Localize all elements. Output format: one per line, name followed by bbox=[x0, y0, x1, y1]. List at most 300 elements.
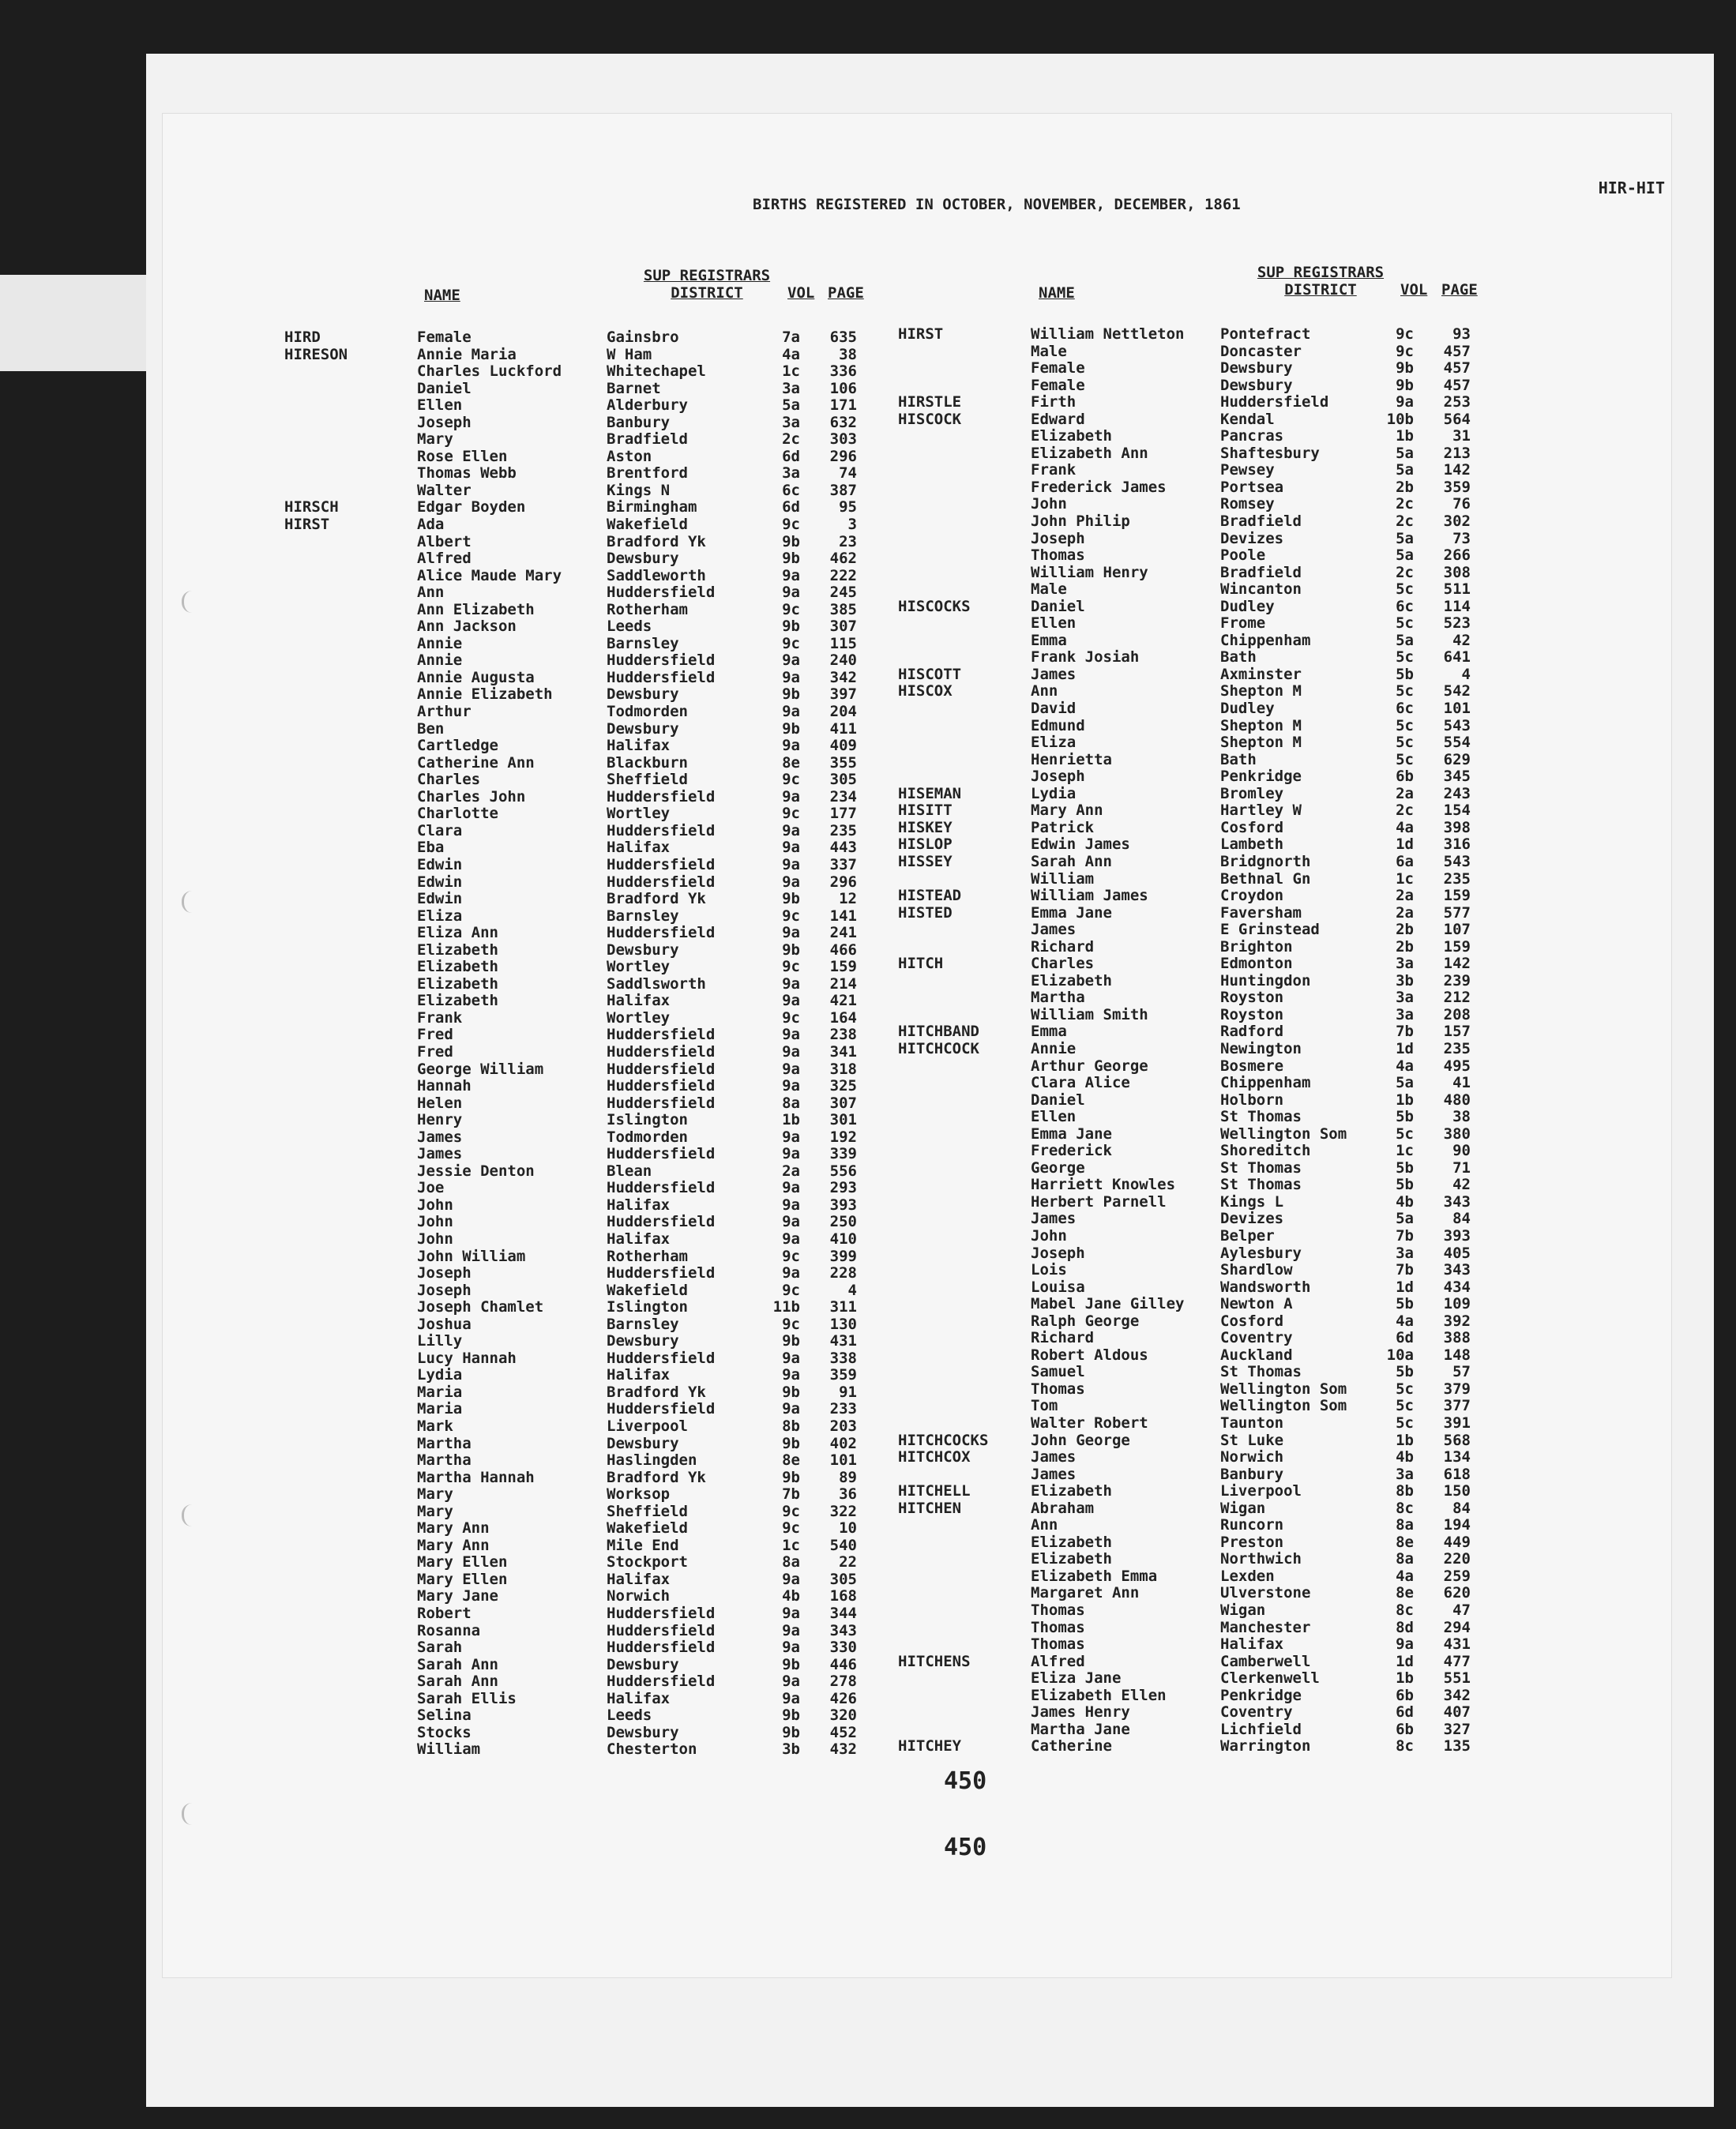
entry-page: 477 bbox=[1443, 1652, 1471, 1670]
entry-forename: Daniel bbox=[1031, 1091, 1085, 1109]
entry-district: Huddersfield bbox=[607, 651, 716, 670]
entry-forename: Martha bbox=[1031, 989, 1085, 1007]
entry-forename: Mark bbox=[417, 1417, 453, 1435]
entry-surname: HITCHCOCKS bbox=[898, 1431, 989, 1449]
entry-forename: Sarah Ann bbox=[1031, 852, 1112, 870]
entry-district: Huddersfield bbox=[607, 668, 716, 686]
entry-district: Huddersfield bbox=[607, 924, 716, 942]
entry-page: 343 bbox=[1443, 1192, 1471, 1211]
entry-volume: 4b bbox=[1396, 1192, 1414, 1211]
entry-forename: Frederick bbox=[1031, 1142, 1112, 1160]
entry-volume: 4a bbox=[782, 345, 800, 363]
entry-district: Coventry bbox=[1220, 1703, 1293, 1722]
entry-page: 142 bbox=[1443, 955, 1471, 973]
entry-volume: 4b bbox=[782, 1587, 800, 1605]
entry-volume: 8d bbox=[1396, 1618, 1414, 1636]
page-number-stamp: 450 bbox=[944, 1834, 987, 1861]
entry-volume: 5c bbox=[1396, 580, 1414, 599]
entry-page: 107 bbox=[1443, 921, 1471, 939]
entry-volume: 5c bbox=[1396, 648, 1414, 666]
entry-forename: Elizabeth bbox=[1031, 1550, 1112, 1568]
entry-district: Rotherham bbox=[607, 1247, 688, 1265]
entry-page: 434 bbox=[1443, 1278, 1471, 1296]
entry-forename: Alfred bbox=[1031, 1652, 1085, 1670]
entry-volume: 1c bbox=[782, 362, 800, 381]
entry-forename: Robert bbox=[417, 1605, 472, 1623]
entry-district: Wakefield bbox=[607, 516, 688, 534]
entry-forename: Joshua bbox=[417, 1315, 472, 1333]
entry-volume: 9a bbox=[782, 1366, 800, 1384]
right-vol-header: VOL bbox=[1400, 281, 1428, 299]
entry-district: Huddersfield bbox=[607, 1639, 716, 1657]
entry-volume: 2c bbox=[1396, 495, 1414, 513]
entry-volume: 9a bbox=[782, 1128, 800, 1146]
entry-forename: Ada bbox=[417, 516, 445, 534]
entry-forename: Lydia bbox=[1031, 784, 1077, 802]
entry-district: Cosford bbox=[1220, 1312, 1284, 1330]
right-district-header: SUP REGISTRARS DISTRICT bbox=[1257, 264, 1385, 299]
entry-forename: Ellen bbox=[1031, 1108, 1077, 1126]
entry-page: 57 bbox=[1452, 1363, 1471, 1381]
entry-forename: Cartledge bbox=[417, 737, 498, 755]
entry-volume: 6d bbox=[1396, 1329, 1414, 1347]
entry-page: 245 bbox=[829, 584, 857, 602]
entry-district: Whitechapel bbox=[607, 362, 706, 381]
entry-volume: 3a bbox=[1396, 1465, 1414, 1483]
entry-forename: Elizabeth bbox=[417, 974, 498, 993]
entry-volume: 3a bbox=[782, 413, 800, 431]
entry-forename: Mary Jane bbox=[417, 1587, 498, 1605]
entry-forename: James bbox=[1031, 1465, 1077, 1483]
entry-volume: 7b bbox=[1396, 1226, 1414, 1245]
entry-forename: James Henry bbox=[1031, 1703, 1130, 1722]
entry-forename: Ben bbox=[417, 719, 445, 738]
entry-surname: HITCH bbox=[898, 955, 944, 973]
entry-forename: Charles bbox=[417, 771, 481, 789]
entry-volume: 9c bbox=[782, 600, 800, 618]
entry-district: Huntingdon bbox=[1220, 971, 1311, 989]
entry-page: 192 bbox=[829, 1128, 857, 1146]
entry-forename: Ann Elizabeth bbox=[417, 600, 535, 618]
entry-district: Huddersfield bbox=[607, 1179, 716, 1197]
entry-page: 339 bbox=[829, 1145, 857, 1163]
entry-district: Chippenham bbox=[1220, 1074, 1311, 1092]
entry-page: 543 bbox=[1443, 716, 1471, 734]
entry-page: 141 bbox=[829, 907, 857, 925]
entry-district: Penkridge bbox=[1220, 768, 1302, 786]
entry-volume: 4a bbox=[1396, 818, 1414, 836]
entry-page: 336 bbox=[829, 362, 857, 381]
entry-district: Romsey bbox=[1220, 495, 1275, 513]
entry-forename: Elizabeth bbox=[417, 941, 498, 959]
right-page-header: PAGE bbox=[1441, 281, 1478, 299]
entry-district: Islington bbox=[607, 1111, 688, 1129]
entry-volume: 1d bbox=[1396, 1278, 1414, 1296]
entry-forename: Edmund bbox=[1031, 716, 1085, 734]
entry-page: 42 bbox=[1452, 631, 1471, 649]
entry-page: 311 bbox=[829, 1298, 857, 1316]
entry-district: Chippenham bbox=[1220, 631, 1311, 649]
entry-volume: 6c bbox=[1396, 597, 1414, 615]
entry-page: 421 bbox=[829, 992, 857, 1010]
entry-forename: Selina bbox=[417, 1707, 472, 1725]
entry-page: 47 bbox=[1452, 1601, 1471, 1620]
entry-page: 307 bbox=[829, 618, 857, 636]
entry-volume: 2c bbox=[782, 430, 800, 449]
entry-district: Leeds bbox=[607, 618, 652, 636]
entry-forename: Female bbox=[1031, 376, 1085, 394]
entry-volume: 9c bbox=[782, 958, 800, 976]
entry-district: Shepton M bbox=[1220, 716, 1302, 734]
entry-volume: 5a bbox=[1396, 546, 1414, 565]
entry-volume: 8a bbox=[1396, 1550, 1414, 1568]
entry-volume: 5c bbox=[1396, 1397, 1414, 1415]
left-name-header: NAME bbox=[424, 287, 460, 304]
entry-district: Huddersfield bbox=[607, 1400, 716, 1418]
entry-page: 388 bbox=[1443, 1329, 1471, 1347]
entry-page: 540 bbox=[829, 1536, 857, 1554]
entry-forename: Eliza Ann bbox=[417, 924, 498, 942]
entry-surname: HITCHCOX bbox=[898, 1448, 971, 1466]
entry-volume: 6b bbox=[1396, 768, 1414, 786]
entry-volume: 1b bbox=[782, 1111, 800, 1129]
entry-surname: HISCOX bbox=[898, 682, 953, 700]
entry-district: Huddersfield bbox=[607, 1349, 716, 1367]
entry-district: Dewsbury bbox=[607, 550, 679, 568]
entry-forename: Mary bbox=[417, 430, 453, 449]
entry-forename: William Henry bbox=[1031, 563, 1148, 581]
entry-volume: 9c bbox=[782, 1008, 800, 1027]
entry-district: Bradfield bbox=[607, 430, 688, 449]
entry-surname: HISEMAN bbox=[898, 784, 962, 802]
entry-volume: 9a bbox=[1396, 1635, 1414, 1654]
entry-page: 253 bbox=[1443, 393, 1471, 411]
entry-page: 551 bbox=[1443, 1669, 1471, 1688]
entry-forename: Herbert Parnell bbox=[1031, 1192, 1167, 1211]
entry-volume: 9b bbox=[782, 1707, 800, 1725]
entry-district: Halifax bbox=[607, 1230, 671, 1248]
entry-forename: Henry bbox=[417, 1111, 463, 1129]
entry-district: Brighton bbox=[1220, 937, 1293, 956]
entry-page: 542 bbox=[1443, 682, 1471, 700]
entry-page: 635 bbox=[829, 329, 857, 346]
entry-volume: 5b bbox=[1396, 1108, 1414, 1126]
entry-volume: 5b bbox=[1396, 665, 1414, 683]
entry-volume: 8e bbox=[1396, 1584, 1414, 1602]
entry-district: Huddersfield bbox=[607, 1673, 716, 1691]
entry-forename: Elizabeth bbox=[417, 958, 498, 976]
entry-page: 4 bbox=[1461, 665, 1471, 683]
entry-district: Royston bbox=[1220, 1005, 1284, 1023]
entry-volume: 3a bbox=[782, 379, 800, 397]
entry-district: Liverpool bbox=[607, 1417, 688, 1435]
entry-district: Blean bbox=[607, 1162, 652, 1180]
entry-volume: 5b bbox=[1396, 1176, 1414, 1194]
entry-forename: Mary Ellen bbox=[417, 1570, 508, 1588]
entry-volume: 6a bbox=[1396, 852, 1414, 870]
entry-forename: Thomas bbox=[1031, 1380, 1085, 1398]
entry-volume: 9b bbox=[782, 1434, 800, 1452]
entry-forename: Emma bbox=[1031, 631, 1067, 649]
entry-page: 150 bbox=[1443, 1482, 1471, 1500]
entry-volume: 1b bbox=[1396, 1669, 1414, 1688]
entry-district: Shaftesbury bbox=[1220, 444, 1320, 462]
entry-volume: 9c bbox=[1396, 342, 1414, 360]
entry-page: 222 bbox=[829, 566, 857, 584]
entry-forename: Lois bbox=[1031, 1261, 1067, 1279]
entry-forename: Edwin James bbox=[1031, 835, 1130, 854]
entry-forename: Walter Robert bbox=[1031, 1414, 1148, 1432]
entry-district: Huddersfield bbox=[607, 584, 716, 602]
entry-page: 393 bbox=[1443, 1226, 1471, 1245]
entry-page: 148 bbox=[1443, 1346, 1471, 1364]
entry-page: 101 bbox=[829, 1451, 857, 1470]
entry-volume: 7b bbox=[1396, 1261, 1414, 1279]
entry-volume: 6c bbox=[1396, 700, 1414, 718]
entry-volume: 4a bbox=[1396, 1312, 1414, 1330]
entry-district: Wellington Som bbox=[1220, 1380, 1347, 1398]
entry-volume: 3a bbox=[782, 464, 800, 482]
entry-district: Dewsbury bbox=[1220, 359, 1293, 377]
entry-district: Holborn bbox=[1220, 1091, 1284, 1109]
entry-district: Warrington bbox=[1220, 1737, 1311, 1755]
entry-volume: 3a bbox=[1396, 989, 1414, 1007]
entry-page: 23 bbox=[839, 532, 857, 550]
entry-page: 84 bbox=[1452, 1210, 1471, 1228]
entry-page: 338 bbox=[829, 1349, 857, 1367]
entry-forename: Alice Maude Mary bbox=[417, 566, 562, 584]
entry-page: 168 bbox=[829, 1587, 857, 1605]
entry-forename: Ralph George bbox=[1031, 1312, 1140, 1330]
entry-volume: 3a bbox=[1396, 1005, 1414, 1023]
entry-page: 344 bbox=[829, 1605, 857, 1623]
entry-page: 345 bbox=[1443, 768, 1471, 786]
entry-page: 10 bbox=[839, 1519, 857, 1538]
entry-forename: Ann bbox=[1031, 1516, 1058, 1534]
entry-district: Halifax bbox=[607, 737, 671, 755]
entry-page: 213 bbox=[1443, 444, 1471, 462]
entry-volume: 5c bbox=[1396, 1414, 1414, 1432]
entry-volume: 9a bbox=[782, 1077, 800, 1095]
entry-district: Huddersfield bbox=[1220, 393, 1329, 411]
entry-volume: 5c bbox=[1396, 734, 1414, 752]
entry-forename: Rosanna bbox=[417, 1621, 481, 1639]
entry-page: 31 bbox=[1452, 427, 1471, 445]
entry-page: 159 bbox=[829, 958, 857, 976]
entry-district: Huddersfield bbox=[607, 1026, 716, 1044]
entry-district: Portsea bbox=[1220, 478, 1284, 496]
entry-district: Wortley bbox=[607, 958, 671, 976]
entry-district: Manchester bbox=[1220, 1618, 1311, 1636]
entry-page: 431 bbox=[829, 1332, 857, 1350]
entry-page: 235 bbox=[1443, 869, 1471, 888]
entry-district: Newton A bbox=[1220, 1295, 1293, 1313]
entry-page: 38 bbox=[1452, 1108, 1471, 1126]
entry-forename: Stocks bbox=[417, 1723, 472, 1741]
entry-forename: James bbox=[1031, 665, 1077, 683]
entry-page: 41 bbox=[1452, 1074, 1471, 1092]
entry-page: 134 bbox=[1443, 1448, 1471, 1466]
entry-page: 308 bbox=[1443, 563, 1471, 581]
entry-district: Wortley bbox=[607, 805, 671, 823]
entry-forename: Emma Jane bbox=[1031, 1125, 1112, 1143]
entry-district: Dewsbury bbox=[607, 685, 679, 704]
entry-volume: 9a bbox=[782, 1230, 800, 1248]
entry-district: Barnsley bbox=[607, 1315, 679, 1333]
entry-page: 296 bbox=[829, 447, 857, 465]
entry-forename: Edgar Boyden bbox=[417, 498, 526, 516]
entry-volume: 1d bbox=[1396, 1652, 1414, 1670]
entry-volume: 9a bbox=[782, 1213, 800, 1231]
entry-district: Wellington Som bbox=[1220, 1397, 1347, 1415]
entry-forename: George bbox=[1031, 1158, 1085, 1177]
entry-district: Preston bbox=[1220, 1533, 1284, 1551]
entry-forename: Martha bbox=[417, 1451, 472, 1470]
entry-district: Shardlow bbox=[1220, 1261, 1293, 1279]
entry-district: Haslingden bbox=[607, 1451, 697, 1470]
entry-district: Newington bbox=[1220, 1039, 1302, 1057]
entry-forename: John bbox=[417, 1196, 453, 1214]
entry-volume: 2c bbox=[1396, 513, 1414, 531]
entry-surname: HIRSCH bbox=[284, 498, 339, 516]
entry-district: Saddlsworth bbox=[607, 974, 706, 993]
entry-page: 142 bbox=[1443, 461, 1471, 479]
entry-volume: 8c bbox=[1396, 1737, 1414, 1755]
entry-district: Bradfield bbox=[1220, 563, 1302, 581]
entry-forename: Annie Elizabeth bbox=[417, 685, 553, 704]
entry-forename: William Nettleton bbox=[1031, 325, 1185, 343]
entry-district: Devizes bbox=[1220, 1210, 1284, 1228]
entry-page: 250 bbox=[829, 1213, 857, 1231]
entry-forename: Annie Augusta bbox=[417, 668, 535, 686]
entry-page: 387 bbox=[829, 481, 857, 499]
entry-page: 157 bbox=[1443, 1023, 1471, 1041]
entry-volume: 5c bbox=[1396, 716, 1414, 734]
entry-district: Leeds bbox=[607, 1707, 652, 1725]
entry-volume: 9a bbox=[782, 566, 800, 584]
entry-volume: 9a bbox=[782, 651, 800, 670]
entry-forename: Sarah Ellis bbox=[417, 1689, 517, 1707]
entry-district: E Grinstead bbox=[1220, 921, 1320, 939]
entry-volume: 9b bbox=[782, 719, 800, 738]
entry-volume: 1c bbox=[1396, 1142, 1414, 1160]
entry-forename: Mary Ann bbox=[417, 1536, 490, 1554]
entry-forename: James bbox=[417, 1145, 463, 1163]
entry-page: 432 bbox=[829, 1740, 857, 1759]
entry-volume: 9b bbox=[782, 890, 800, 908]
entry-district: Barnsley bbox=[607, 907, 679, 925]
entry-district: Birmingham bbox=[607, 498, 697, 516]
entry-district: Blackburn bbox=[607, 753, 688, 772]
entry-page: 392 bbox=[1443, 1312, 1471, 1330]
entry-district: Bradford Yk bbox=[607, 1383, 706, 1401]
entry-volume: 9c bbox=[782, 1502, 800, 1520]
entry-page: 405 bbox=[1443, 1244, 1471, 1262]
entry-district: W Ham bbox=[607, 345, 652, 363]
entry-page: 240 bbox=[829, 651, 857, 670]
entry-volume: 9c bbox=[782, 1315, 800, 1333]
entry-district: St Thomas bbox=[1220, 1176, 1302, 1194]
entry-page: 431 bbox=[1443, 1635, 1471, 1654]
entry-page: 359 bbox=[829, 1366, 857, 1384]
entry-district: Wortley bbox=[607, 1008, 671, 1027]
entry-page: 115 bbox=[829, 634, 857, 652]
entry-volume: 6c bbox=[782, 481, 800, 499]
entry-volume: 9b bbox=[782, 1468, 800, 1486]
entry-surname: HISTED bbox=[898, 903, 953, 922]
entry-district: Radford bbox=[1220, 1023, 1284, 1041]
entry-page: 74 bbox=[839, 464, 857, 482]
entry-district: Kings L bbox=[1220, 1192, 1284, 1211]
entry-volume: 9a bbox=[782, 924, 800, 942]
entry-volume: 9a bbox=[782, 1689, 800, 1707]
entry-forename: Eliza bbox=[1031, 734, 1077, 752]
entry-page: 316 bbox=[1443, 835, 1471, 854]
entry-page: 73 bbox=[1452, 529, 1471, 547]
entry-district: Pontefract bbox=[1220, 325, 1311, 343]
entry-volume: 2a bbox=[1396, 784, 1414, 802]
entry-forename: Joseph bbox=[1031, 768, 1085, 786]
entry-page: 294 bbox=[1443, 1618, 1471, 1636]
entry-volume: 5c bbox=[1396, 682, 1414, 700]
entry-page: 409 bbox=[829, 737, 857, 755]
entry-forename: Firth bbox=[1031, 393, 1077, 411]
entry-district: Doncaster bbox=[1220, 342, 1302, 360]
entry-page: 93 bbox=[1452, 325, 1471, 343]
entry-district: Pancras bbox=[1220, 427, 1284, 445]
entry-page: 233 bbox=[829, 1400, 857, 1418]
entry-district: Penkridge bbox=[1220, 1686, 1302, 1704]
entry-surname: HISSEY bbox=[898, 852, 953, 870]
entry-forename: Mary bbox=[417, 1502, 453, 1520]
entry-forename: Lucy Hannah bbox=[417, 1349, 517, 1367]
entry-district: St Thomas bbox=[1220, 1158, 1302, 1177]
entry-page: 543 bbox=[1443, 852, 1471, 870]
entry-volume: 2c bbox=[1396, 563, 1414, 581]
entry-forename: Annie bbox=[417, 651, 463, 670]
entry-volume: 1b bbox=[1396, 427, 1414, 445]
entry-page: 95 bbox=[839, 498, 857, 516]
entry-forename: Ann bbox=[1031, 682, 1058, 700]
entry-page: 278 bbox=[829, 1673, 857, 1691]
entry-surname: HIRESON bbox=[284, 345, 348, 363]
entry-district: Faversham bbox=[1220, 903, 1302, 922]
entry-district: Gainsbro bbox=[607, 329, 679, 346]
entry-district: Bridgnorth bbox=[1220, 852, 1311, 870]
entry-district: Todmorden bbox=[607, 703, 688, 721]
entry-district: Shoreditch bbox=[1220, 1142, 1311, 1160]
entry-page: 385 bbox=[829, 600, 857, 618]
entry-volume: 5c bbox=[1396, 1380, 1414, 1398]
entry-forename: Catherine bbox=[1031, 1737, 1112, 1755]
entry-surname: HITCHENS bbox=[898, 1652, 971, 1670]
entry-page: 495 bbox=[1443, 1057, 1471, 1075]
entry-volume: 8c bbox=[1396, 1601, 1414, 1620]
entry-forename: Hannah bbox=[417, 1077, 472, 1095]
entry-page: 212 bbox=[1443, 989, 1471, 1007]
entry-volume: 9b bbox=[782, 1332, 800, 1350]
entry-forename: Martha bbox=[417, 1434, 472, 1452]
entry-forename: Martha Jane bbox=[1031, 1720, 1130, 1738]
entry-surname: HISTEAD bbox=[898, 887, 962, 905]
entry-forename: Ellen bbox=[1031, 614, 1077, 633]
entry-page: 203 bbox=[829, 1417, 857, 1435]
entry-district: Huddersfield bbox=[607, 855, 716, 873]
entry-volume: 1b bbox=[1396, 1091, 1414, 1109]
entry-forename: Albert bbox=[417, 532, 472, 550]
entry-forename: Louisa bbox=[1031, 1278, 1085, 1296]
entry-forename: Frank Josiah bbox=[1031, 648, 1140, 666]
